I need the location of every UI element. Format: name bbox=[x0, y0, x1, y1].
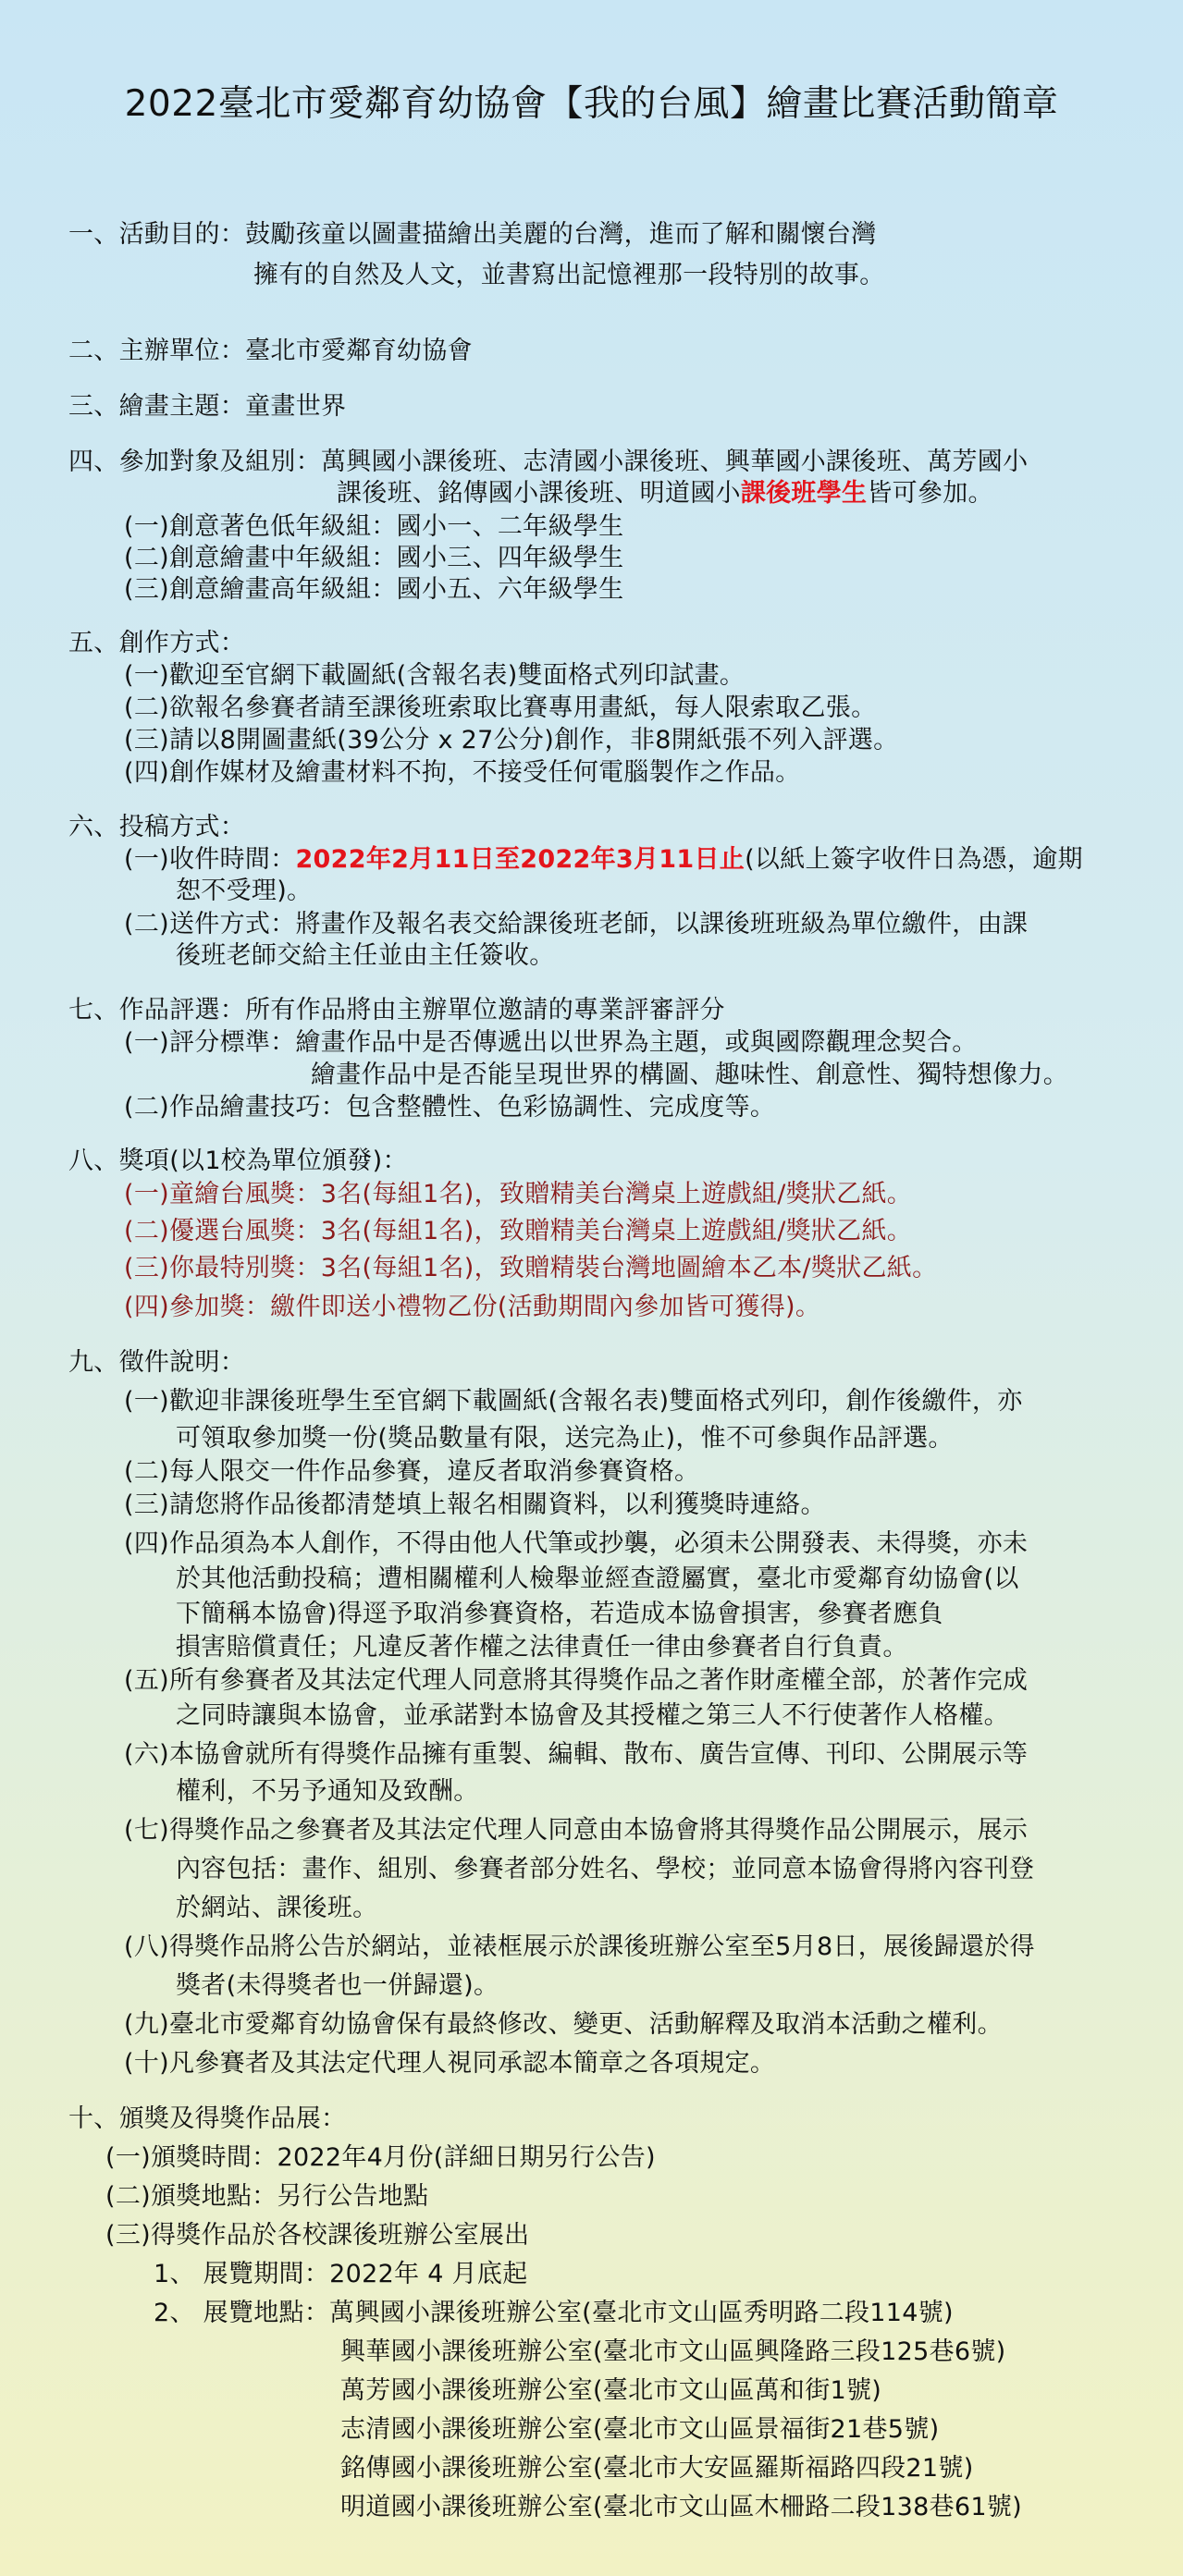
call-item-6-line-2: 權利，不另予通知及致酬。 bbox=[176, 1777, 479, 1806]
ceremony-time: (一)頒獎時間：2022年4月份(詳細日期另行公告) bbox=[105, 2143, 656, 2172]
participants-line-2-post: 皆可參加。 bbox=[867, 479, 993, 508]
call-item-7-line-1: (七)得獎作品之參賽者及其法定代理人同意由本協會將其得獎作品公開展示，展示 bbox=[124, 1816, 1029, 1845]
call-item-1-line-2: 可領取參加獎一份(獎品數量有限，送完為止)，惟不可參與作品評選。 bbox=[176, 1424, 954, 1453]
award-item-1: (一)童繪台風獎：3名(每組1名)，致贈精美台灣桌上遊戲組/獎狀乙紙。 bbox=[124, 1180, 913, 1208]
call-item-9: (九)臺北市愛鄰育幼協會保有最終修改、變更、活動解釋及取消本活動之權利。 bbox=[124, 2010, 1003, 2039]
submission-item-1-line-2: 恕不受理)。 bbox=[176, 877, 313, 905]
call-item-7-line-2: 內容包括：畫作、組別、參賽者部分姓名、學校；並同意本協會得將內容刊登 bbox=[176, 1855, 1035, 1883]
page-title: 2022臺北市愛鄰育幼協會【我的台風】繪畫比賽活動簡章 bbox=[124, 83, 1059, 125]
exhibition-location-5: 銘傳國小課後班辦公室(臺北市大安區羅斯福路四段21號) bbox=[340, 2454, 974, 2483]
participants-line-2-pre: 課後班、銘傳國小課後班、明道國小 bbox=[337, 479, 741, 508]
purpose-line-2: 擁有的自然及人文，並書寫出記憶裡那一段特別的故事。 bbox=[253, 261, 885, 289]
participants-highlight: 課後班學生 bbox=[740, 479, 868, 508]
call-item-3: (三)請您將作品後都清楚填上報名相關資料，以利獲獎時連絡。 bbox=[124, 1490, 826, 1519]
call-item-1-line-1: (一)歡迎非課後班學生至官網下載圖紙(含報名表)雙面格式列印，創作後繳件，亦 bbox=[124, 1387, 1023, 1416]
submission-item-2-line-2: 後班老師交給主任並由主任簽收。 bbox=[176, 941, 555, 970]
submission-time-label: (一)收件時間： bbox=[124, 845, 296, 874]
judging-criteria-line-1: (一)評分標準：繪畫作品中是否傳遞出以世界為主題，或與國際觀理念契合。 bbox=[124, 1028, 978, 1057]
ceremony-place: (二)頒獎地點：另行公告地點 bbox=[105, 2182, 429, 2211]
participants-line-1: 四、參加對象及組別：萬興國小課後班、志清國小課後班、興華國小課後班、萬芳國小 bbox=[68, 448, 1029, 476]
creation-item-2: (二)欲報名參賽者請至課後班索取比賽專用畫紙，每人限索取乙張。 bbox=[124, 693, 877, 722]
award-item-2: (二)優選台風獎：3名(每組1名)，致贈精美台灣桌上遊戲組/獎狀乙紙。 bbox=[124, 1217, 913, 1245]
award-item-4: (四)參加獎：繳件即送小禮物乙份(活動期間內參加皆可獲得)。 bbox=[124, 1293, 821, 1321]
exhibition-period: 1、 展覽期間：2022年 4 月底起 bbox=[154, 2260, 528, 2288]
call-item-10: (十)凡參賽者及其法定代理人視同承認本簡章之各項規定。 bbox=[124, 2049, 776, 2078]
call-item-8-line-2: 獎者(未得獎者也一併歸還)。 bbox=[176, 1971, 499, 2000]
creation-item-4: (四)創作媒材及繪畫材料不拘，不接受任何電腦製作之作品。 bbox=[124, 758, 801, 787]
theme-line: 三、繪畫主題：童畫世界 bbox=[68, 392, 347, 421]
organizer-line: 二、主辦單位：臺北市愛鄰育幼協會 bbox=[68, 337, 473, 365]
call-item-6-line-1: (六)本協會就所有得獎作品擁有重製、編輯、散布、廣告宣傳、刊印、公開展示等 bbox=[124, 1740, 1029, 1769]
awards-heading: 八、獎項(以1校為單位頒發)： bbox=[68, 1147, 408, 1175]
call-item-4-line-3: 下簡稱本協會)得逕予取消參賽資格，若造成本協會損害，參賽者應負 bbox=[176, 1600, 943, 1628]
submission-date-range: 2022年2月11日至2022年3月11日止 bbox=[295, 845, 746, 874]
award-item-3: (三)你最特別獎：3名(每組1名)，致贈精裝台灣地圖繪本乙本/獎狀乙紙。 bbox=[124, 1254, 938, 1282]
ceremony-heading: 十、頒獎及得獎作品展： bbox=[68, 2104, 347, 2133]
exhibition-location-2: 興華國小課後班辦公室(臺北市文山區興隆路三段125巷6號) bbox=[340, 2337, 1006, 2366]
judging-heading: 七、作品評選：所有作品將由主辦單位邀請的專業評審評分 bbox=[68, 996, 725, 1024]
judging-criteria-line-2: 繪畫作品中是否能呈現世界的構圖、趣味性、創意性、獨特想像力。 bbox=[311, 1061, 1068, 1089]
call-heading: 九、徵件說明： bbox=[68, 1348, 246, 1377]
creation-item-1: (一)歡迎至官網下載圖紙(含報名表)雙面格式列印試畫。 bbox=[124, 661, 746, 690]
submission-item-1-line-1 bbox=[124, 843, 1083, 877]
participants-line-2 bbox=[337, 477, 993, 510]
exhibition-location-4: 志清國小課後班辦公室(臺北市文山區景福街21巷5號) bbox=[340, 2415, 940, 2444]
call-item-4-line-1: (四)作品須為本人創作，不得由他人代筆或抄襲，必須未公開發表、未得獎，亦未 bbox=[124, 1529, 1029, 1558]
creation-heading: 五、創作方式： bbox=[68, 629, 246, 657]
group-mid: (二)創意繪畫中年級組：國小三、四年級學生 bbox=[124, 544, 624, 572]
call-item-5-line-2: 之同時讓與本協會，並承諾對本協會及其授權之第三人不行使著作人格權。 bbox=[176, 1701, 1009, 1730]
submission-heading: 六、投稿方式： bbox=[68, 813, 246, 841]
exhibition-location-6: 明道國小課後班辦公室(臺北市文山區木柵路二段138巷61號) bbox=[340, 2493, 1022, 2521]
call-item-2: (二)每人限交一件作品參賽，違反者取消參賽資格。 bbox=[124, 1457, 700, 1486]
call-item-4-line-4: 損害賠償責任；凡違反著作權之法律責任一律由參賽者自行負責。 bbox=[176, 1633, 908, 1662]
group-high: (三)創意繪畫高年級組：國小五、六年級學生 bbox=[124, 575, 624, 604]
submission-item-2-line-1: (二)送件方式：將畫作及報名表交給課後班老師，以課後班班級為單位繳件，由課 bbox=[124, 910, 1029, 938]
group-low: (一)創意著色低年級組：國小一、二年級學生 bbox=[124, 512, 624, 541]
call-item-5-line-1: (五)所有參賽者及其法定代理人同意將其得獎作品之著作財產權全部，於著作完成 bbox=[124, 1666, 1029, 1695]
purpose-line-1: 一、活動目的：鼓勵孩童以圖畫描繪出美麗的台灣，進而了解和關懷台灣 bbox=[68, 220, 877, 249]
submission-time-note: (以紙上簽字收件日為憑，逾期 bbox=[745, 845, 1083, 874]
exhibition-note: (三)得獎作品於各校課後班辦公室展出 bbox=[105, 2221, 530, 2250]
judging-technique: (二)作品繪畫技巧：包含整體性、色彩協調性、完成度等。 bbox=[124, 1093, 776, 1122]
exhibition-location-1: 2、 展覽地點：萬興國小課後班辦公室(臺北市文山區秀明路二段114號) bbox=[154, 2299, 954, 2327]
exhibition-location-3: 萬芳國小課後班辦公室(臺北市文山區萬和街1號) bbox=[340, 2376, 882, 2405]
call-item-7-line-3: 於網站、課後班。 bbox=[176, 1894, 378, 1922]
call-item-8-line-1: (八)得獎作品將公告於網站，並裱框展示於課後班辦公室至5月8日，展後歸還於得 bbox=[124, 1932, 1035, 1961]
call-item-4-line-2: 於其他活動投稿；遭相關權利人檢舉並經查證屬實，臺北市愛鄰育幼協會(以 bbox=[176, 1564, 1019, 1593]
creation-item-3: (三)請以8開圖畫紙(39公分 x 27公分)創作，非8開紙張不列入評選。 bbox=[124, 726, 899, 754]
